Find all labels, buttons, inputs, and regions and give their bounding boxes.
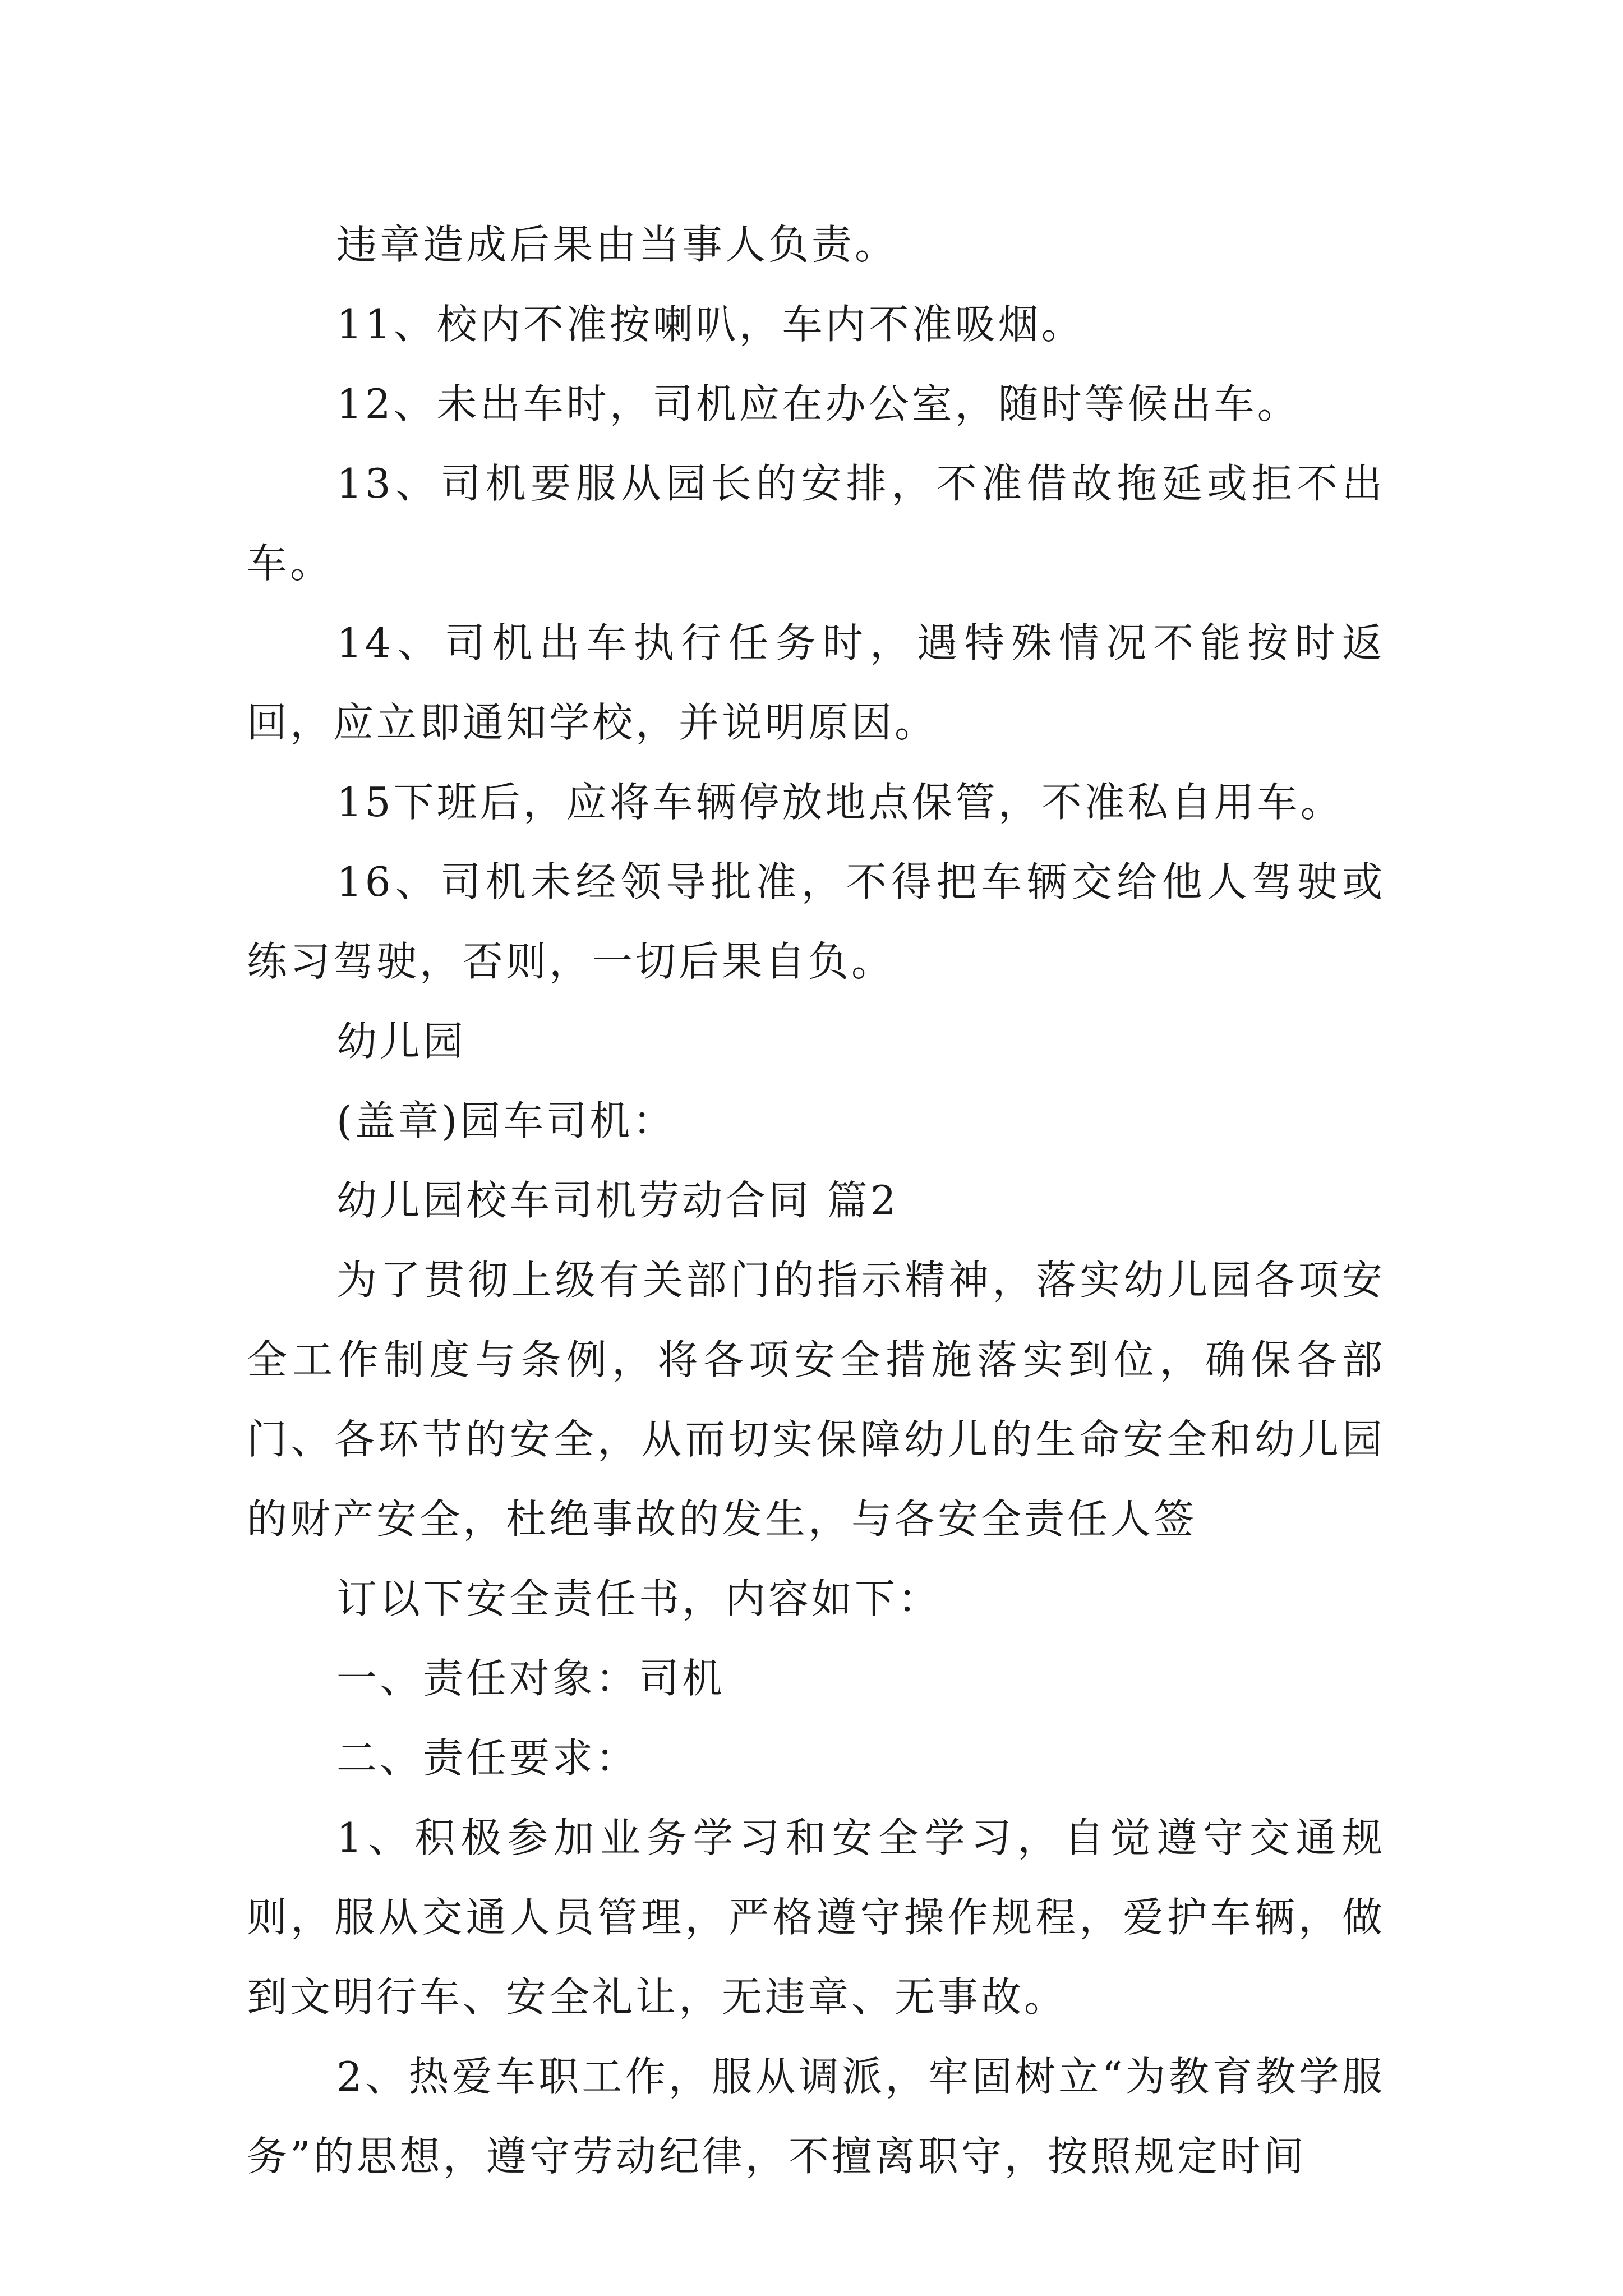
paragraph: 为了贯彻上级有关部门的指示精神，落实幼儿园各项安全工作制度与条例，将各项安全措施落实到位，确保各部门、各环节的安全，从而切实保障幼儿的生命安全和幼儿园的财产安全，杜绝事故的发生，与各安全责任人签 <box>247 1257 1385 1543</box>
paragraph: 12、未出车时，司机应在办公室，随时等候出车。 <box>336 380 1301 427</box>
paragraph: 11、校内不准按喇叭，车内不准吸烟。 <box>336 301 1085 348</box>
signature-org: 幼儿园 <box>336 1018 467 1065</box>
section-title: 幼儿园校车司机劳动合同 篇2 <box>336 1177 899 1224</box>
paragraph: 一、责任对象：司机 <box>336 1655 726 1702</box>
paragraph: 违章造成后果由当事人负责。 <box>336 221 898 268</box>
paragraph: 二、责任要求： <box>336 1734 639 1782</box>
document-body <box>247 205 1385 2196</box>
paragraph: 1、积极参加业务学习和安全学习，自觉遵守交通规则，服从交通人员管理，严格遵守操作规程，爱护车辆，做到文明行车、安全礼让，无违章、无事故。 <box>247 1814 1385 2021</box>
paragraph: 2、热爱车职工作，服从调派，牢固树立“为教育教学服务”的思想，遵守劳动纪律，不擅离职守，按照规定时间 <box>247 2053 1385 2180</box>
paragraph: 16、司机未经领导批准，不得把车辆交给他人驾驶或练习驾驶，否则，一切后果自负。 <box>247 858 1385 985</box>
paragraph: 订以下安全责任书，内容如下： <box>336 1575 942 1622</box>
paragraph: 13、司机要服从园长的安排，不准借故拖延或拒不出车。 <box>247 460 1385 587</box>
signature-line: (盖章)园车司机： <box>336 1097 676 1144</box>
paragraph: 14、司机出车执行任务时，遇特殊情况不能按时返回，应立即通知学校，并说明原因。 <box>247 619 1385 746</box>
paragraph: 15下班后，应将车辆停放地点保管，不准私自用车。 <box>336 779 1344 826</box>
